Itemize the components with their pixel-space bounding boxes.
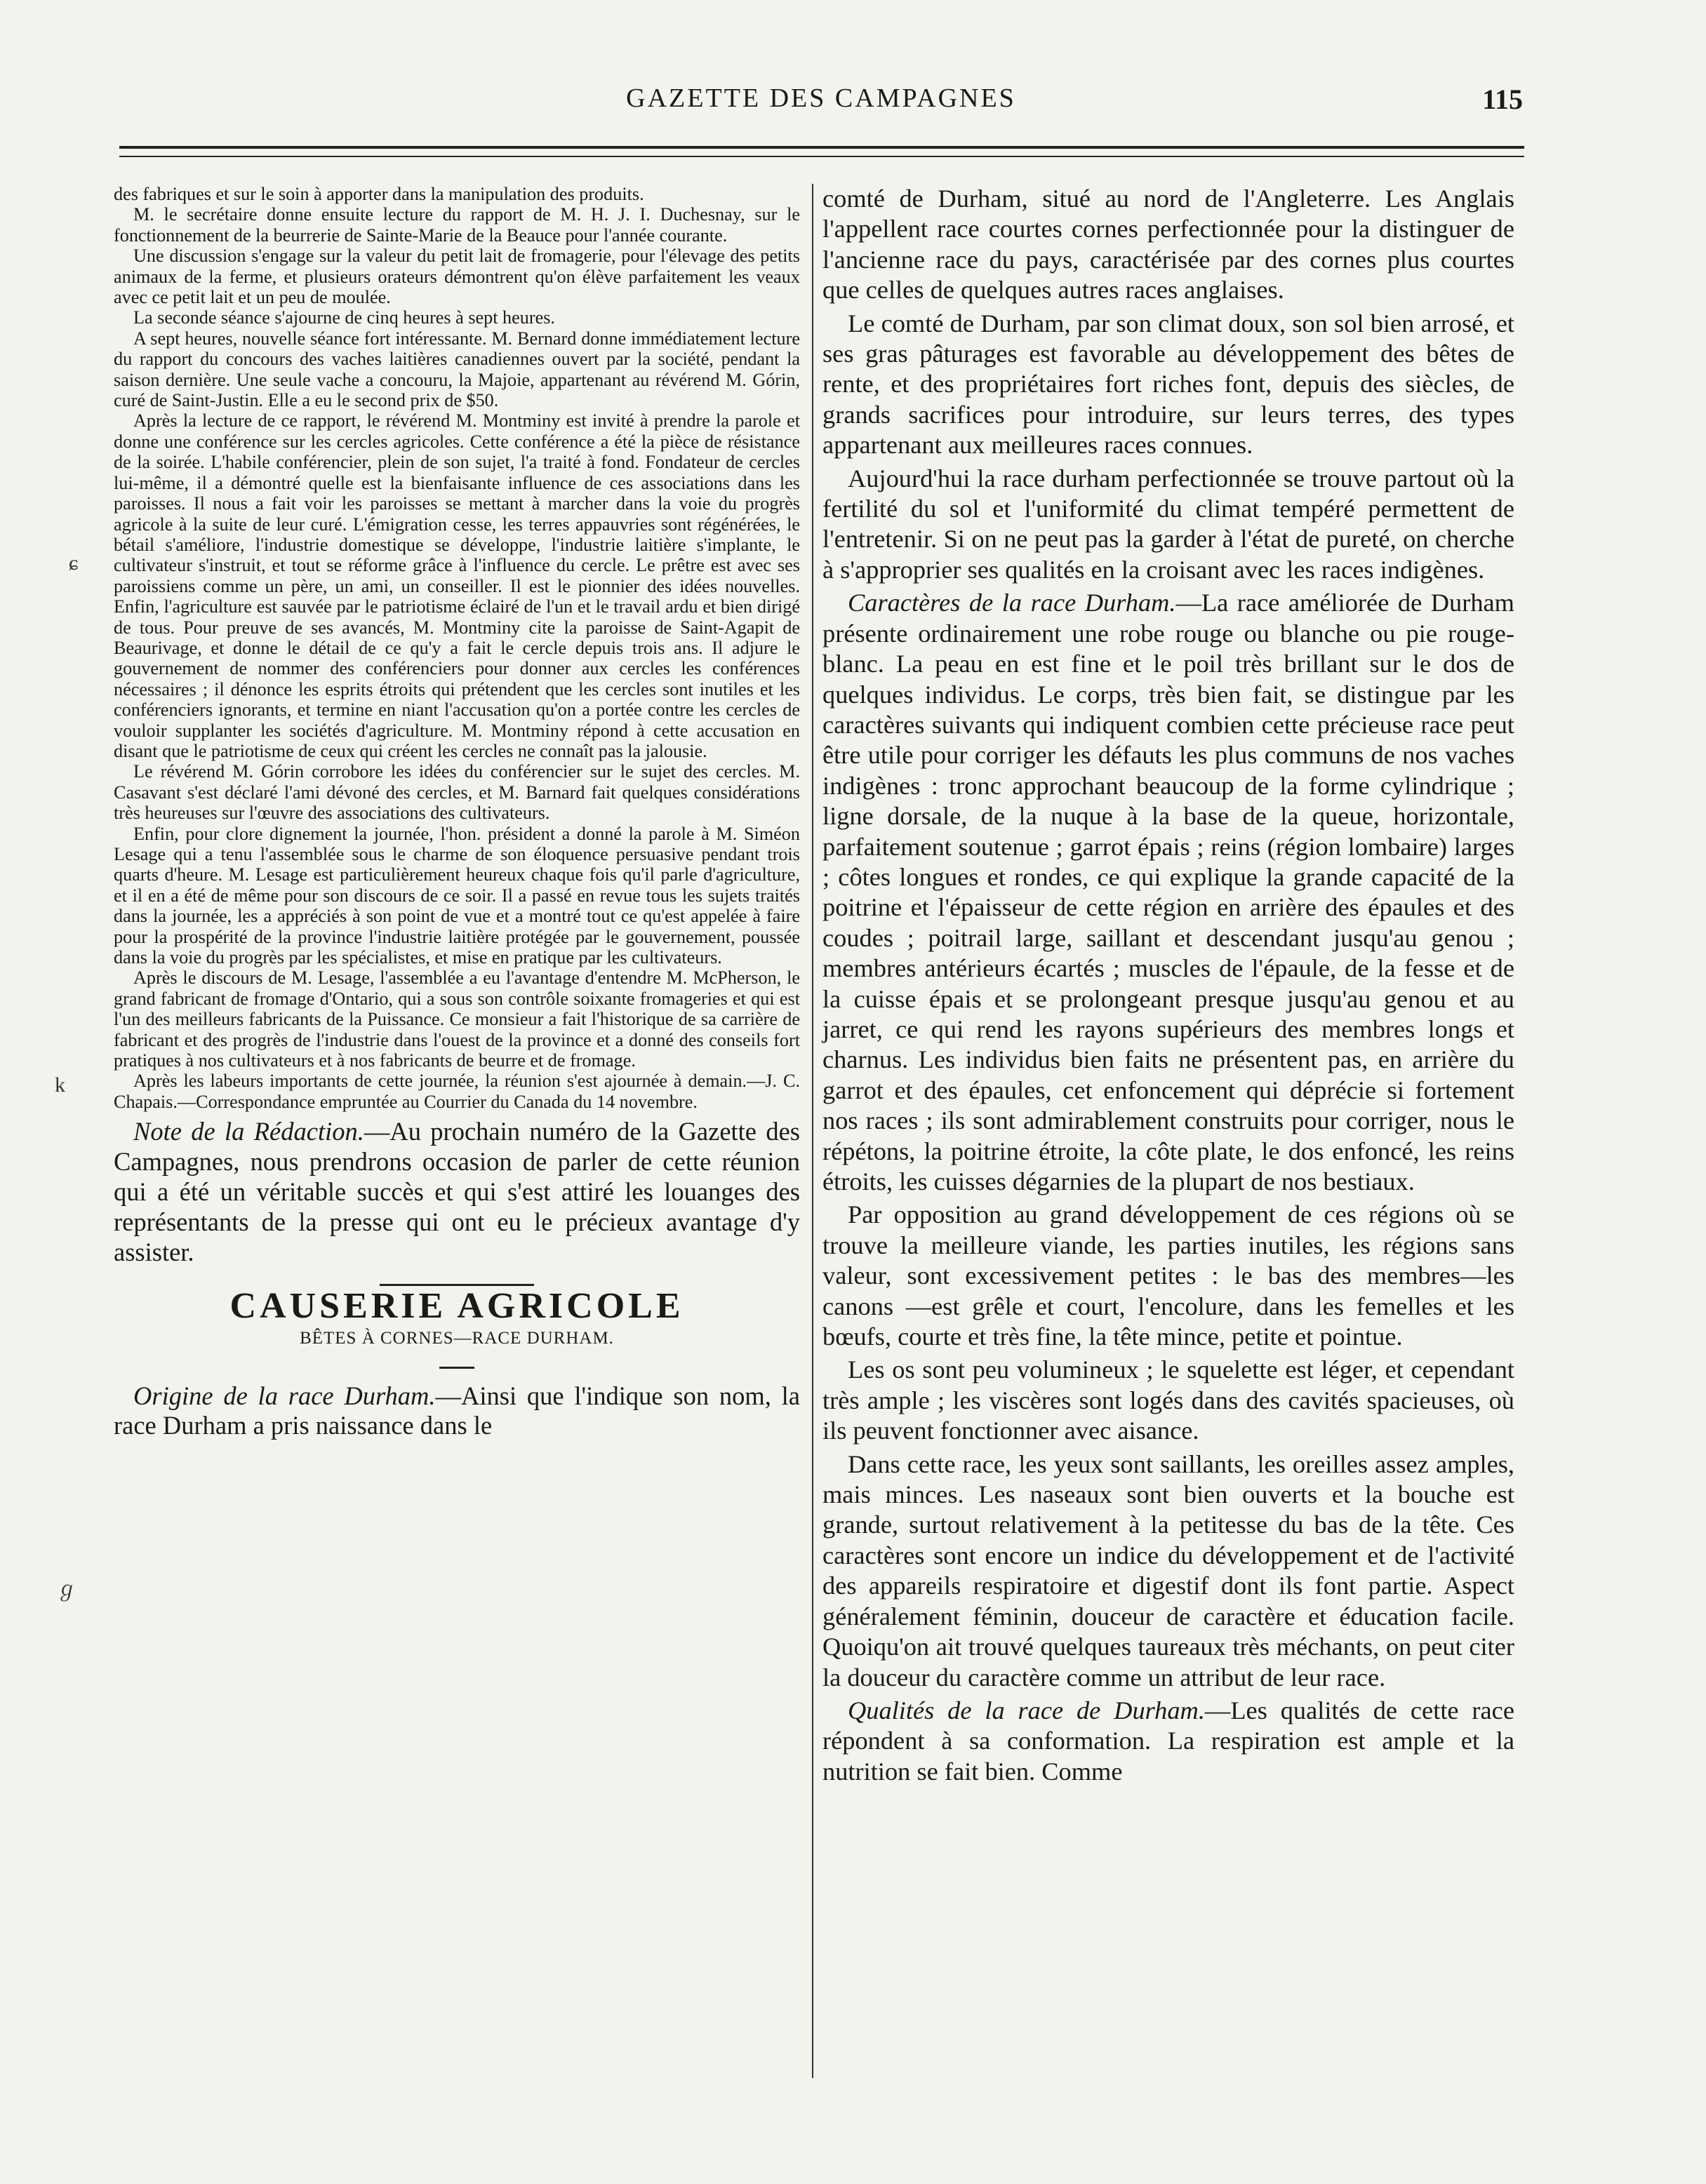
column-divider bbox=[812, 184, 813, 2078]
paragraph: Les os sont peu volumineux ; le squelette est léger, et cependant très ample ; les viscères sont logés dans des cavités spacieuses, où ils peuvent fonctionner avec aisance. bbox=[822, 1355, 1514, 1445]
section-subtitle: BÊTES À CORNES—RACE DURHAM. bbox=[300, 1328, 614, 1348]
header-rule-thick bbox=[119, 146, 1524, 149]
caracteres-paragraph bbox=[822, 588, 1514, 1197]
qualites-label: Qualités de la race de Durham. bbox=[848, 1696, 1205, 1724]
paragraph: Enfin, pour clore dignement la journée, l'hon. président a donné la parole à M. Siméon Lesage qui a tenu l'assemblée sous le charme de son éloquence persuasive pendant trois quarts d'heure. M. Lesage est particulièrement heureux chaque fois qu'il parle d'agriculture, et il en a été de même pour son discours de ce soir. Il a passé en revue tous les sujets traités dans la journée, les a appréciés à son point de vue et a montré tout ce qu'est appelée à faire pour la prospérité de la province l'industrie laitière protégée par le gouvernement, poussée dans la voie du progrès par les spécialistes, et mise en pratique par les cultivateurs. bbox=[114, 823, 800, 968]
origine-paragraph bbox=[114, 1381, 800, 1440]
paragraph: comté de Durham, situé au nord de l'Angleterre. Les Anglais l'appellent race courtes cornes perfectionnée pour la distinguer de l'ancienne race du pays, caractérisée par des cornes plus courtes que celles de quelques autres races anglaises. bbox=[822, 185, 1514, 304]
qualites-body: —Les qualités de cette race répondent à sa conformation. La respiration est ample et la nutrition se fait bien. Comme bbox=[822, 1696, 1514, 1786]
paragraph: Par opposition au grand développement de ces régions où se trouve la meilleure viande, les parties inutiles, les régions sans valeur, sont excessivement petites : le bas des membres—les canons —est grêle et court, l'encolure, dans les femelles et les bœufs, courte et très fine, la tête mince, petite et pointue. bbox=[822, 1200, 1514, 1351]
paragraph: Le révérend M. Górin corrobore les idées du conférencier sur le sujet des cercles. M. Casavant s'est déclaré l'ami dévoné des cercles, et M. Barnard fait quelques considérations très heureuses sur l'œuvre des associations des cultivateurs. bbox=[114, 761, 800, 824]
header-rule-thin bbox=[119, 156, 1524, 157]
page-number: 115 bbox=[1482, 83, 1523, 115]
paragraph: La seconde séance s'ajourne de cinq heures à sept heures. bbox=[133, 307, 555, 328]
paragraph: M. le secrétaire donne ensuite lecture du rapport de M. H. J. I. Duchesnay, sur le fonctionnement de la beurrerie de Sainte-Marie de la Beauce pour l'année courante. bbox=[114, 204, 800, 246]
margin-mark: ɕ bbox=[69, 551, 79, 575]
paragraph: Après le discours de M. Lesage, l'assemblée a eu l'avantage d'entendre M. McPherson, le grand fabricant de fromage d'Ontario, qui a sous son contrôle soixante fromageries et qui est l'un des meilleurs fabricants de la Puissance. Ce monsieur a fait l'historique de sa carrière de fabricant et des progrès de l'industrie dans l'ouest de la province et a donné des conseils fort pratiques à nos cultivateurs et à nos fabricants de beurre et de fromage. bbox=[114, 967, 800, 1071]
caracteres-body: —La race améliorée de Durham présente ordinairement une robe rouge ou blanche ou pie rouge-blanc. La peau en est fine et le poil très brillant sur le dos de quelques individus. Le corps, très bien fait, se distingue par les caractères suivants qui indiquent combien cette précieuse race peut être utile pour corriger les défauts les plus communs de nos vaches indigènes : tronc approchant beaucoup de la forme cylindrique ; ligne dorsale, de la nuque à la base de la queue, horizontale, parfaitement soutenue ; garrot épais ; reins (région lombaire) larges ; côtes longues et rondes, ce qui explique la grande capacité de la poitrine et l'épaisseur de cette région en arrière des épaules et des coudes ; poitrail large, saillant et descendant jusqu'au genou ; membres antérieurs écartés ; muscles de l'épaule, de la fesse et de la cuisse épais et se prolongeant presque jusqu'au genou et au jarret, ce qui rend les rayons supérieurs des membres longs et charnus. Les individus bien faits ne présentent pas, en arrière du garrot et des épaules, cet enfoncement qui déprécie si fortement nos races ; ils sont admirablement construits pour corriger, nous le répétons, la poitrine étroite, la côte plate, le dos enfoncé, les reins étroits, les cuisses dégarnies de la plupart de nos bestiaux. bbox=[822, 589, 1514, 1195]
paragraph: Une discussion s'engage sur la valeur du petit lait de fromagerie, pour l'élevage des petits animaux de la ferme, et plusieurs orateurs démontrent qu'on élève parfaitement les veaux avec ce petit lait et un peu de moulée. bbox=[114, 246, 800, 308]
qualites-paragraph bbox=[822, 1696, 1514, 1787]
origine-label: Origine de la race Durham. bbox=[133, 1381, 436, 1411]
paragraph: des fabriques et sur le soin à apporter dans la manipulation des produits. bbox=[114, 184, 644, 204]
left-column bbox=[114, 184, 800, 1440]
margin-mark: k bbox=[55, 1073, 65, 1097]
right-column bbox=[822, 184, 1514, 1790]
publication-title: GAZETTE DES CAMPAGNES bbox=[626, 83, 1016, 113]
paragraph: Le comté de Durham, par son climat doux, son sol bien arrosé, et ses gras pâturages est favorable au développement des bêtes de rente, et des propriétaires fort riches font, depuis des siècles, de grands sacrifices pour introduire, sur leurs terres, des types appartenant aux meilleures races connues. bbox=[822, 309, 1514, 460]
note-label: Note de la Rédaction. bbox=[133, 1117, 364, 1146]
paragraph: Après la lecture de ce rapport, le révérend M. Montminy est invité à prendre la parole et donne une conférence sur les cercles agricoles. Cette conférence a été la pièce de résistance de la soirée. L'habile conférencier, plein de son sujet, l'a traité à fond. Fondateur de cercles lui-même, il a démontré quelle est la bienfaisante influence de ces associations dans les paroisses. Il nous a fait voir les paroisses se mettant à marcher dans la voie du progrès agricole à la suite de leur curé. L'émigration cesse, les terres appauvries sont régénérées, le bétail s'améliore, l'industrie domestique se développe, l'industrie laitière s'implante, le cultivateur s'instruit, et tout se réforme grâce à l'influence du cercle. Le prêtre est avec ses paroissiens comme un père, un ami, un conseiller. Il est le pionnier des idées nouvelles. Enfin, l'agriculture est sauvée par le patriotisme éclairé de l'un et le travail ardu et bien dirigé de tous. Pour preuve de ses avancés, M. Montminy cite la paroisse de Saint-Agapit de Beaurivage, et donne le détail de ce qu'y a fait le cercle depuis trois ans. Il adjure le gouvernement de nommer des conférenciers pour donner aux cercles les conférences nécessaires ; il dénonce les esprits étroits qui prétendent que les cercles sont inutiles et les conférenciers ignorants, et termine en niant l'accusation qu'on a portée contre les cercles de vouloir supplanter les sociétés d'agriculture. M. Montminy répond à cette accusation en disant que le patriotisme de ceux qui créent les cercles ne connaît pas la jalousie. bbox=[114, 410, 800, 761]
section-rule-small bbox=[439, 1367, 474, 1369]
note-body: —Au prochain numéro de la Gazette des Campagnes, nous prendrons occasion de parler de cette réunion qui a été un véritable succès et qui s'est attiré les louanges des représentants de la presse qui ont eu le précieux avantage d'y assister. bbox=[114, 1117, 800, 1267]
paragraph: A sept heures, nouvelle séance fort intéressante. M. Bernard donne immédiatement lecture du rapport du concours des vaches laitières canadiennes ouvert par la société, pendant la saison dernière. Une seule vache a concouru, la Majoie, appartenant au révérend M. Górin, curé de Saint-Justin. Elle a eu le second prix de $50. bbox=[114, 328, 800, 411]
margin-mark: ℊ bbox=[56, 1578, 77, 1601]
editorial-note bbox=[114, 1116, 800, 1267]
caracteres-label: Caractères de la race Durham. bbox=[848, 589, 1176, 617]
section-title: CAUSERIE AGRICOLE bbox=[229, 1286, 684, 1327]
origine-body: —Ainsi que l'indique son nom, la race Durham a pris naissance dans le bbox=[114, 1381, 800, 1440]
paragraph: Aujourd'hui la race durham perfectionnée se trouve partout où la fertilité du sol et l'uniformité du climat tempéré permettent de l'entretenir. Si on ne peut pas la garder à l'état de pureté, on cherche à s'approprier ses qualités en la croisant avec les races indigènes. bbox=[822, 464, 1514, 584]
page-header bbox=[119, 83, 1523, 125]
paragraph: Après les labeurs importants de cette journée, la réunion s'est ajournée à demain.—J. C. Chapais.—Correspondance empruntée au Courrier du Canada du 14 novembre. bbox=[114, 1071, 800, 1112]
paragraph: Dans cette race, les yeux sont saillants, les oreilles assez amples, mais minces. Les naseaux sont bien ouverts et la bouche est grande, surtout relativement à la petitesse du bas de la tête. Ces caractères sont encore un indice du développement et de l'activité des appareils respiratoire et digestif dont ils font partie. Aspect généralement féminin, douceur de caractère et éducation facile. Quoiqu'on ait trouvé quelques taureaux très méchants, on peut citer la douceur du caractère comme un attribut de leur race. bbox=[822, 1449, 1514, 1691]
